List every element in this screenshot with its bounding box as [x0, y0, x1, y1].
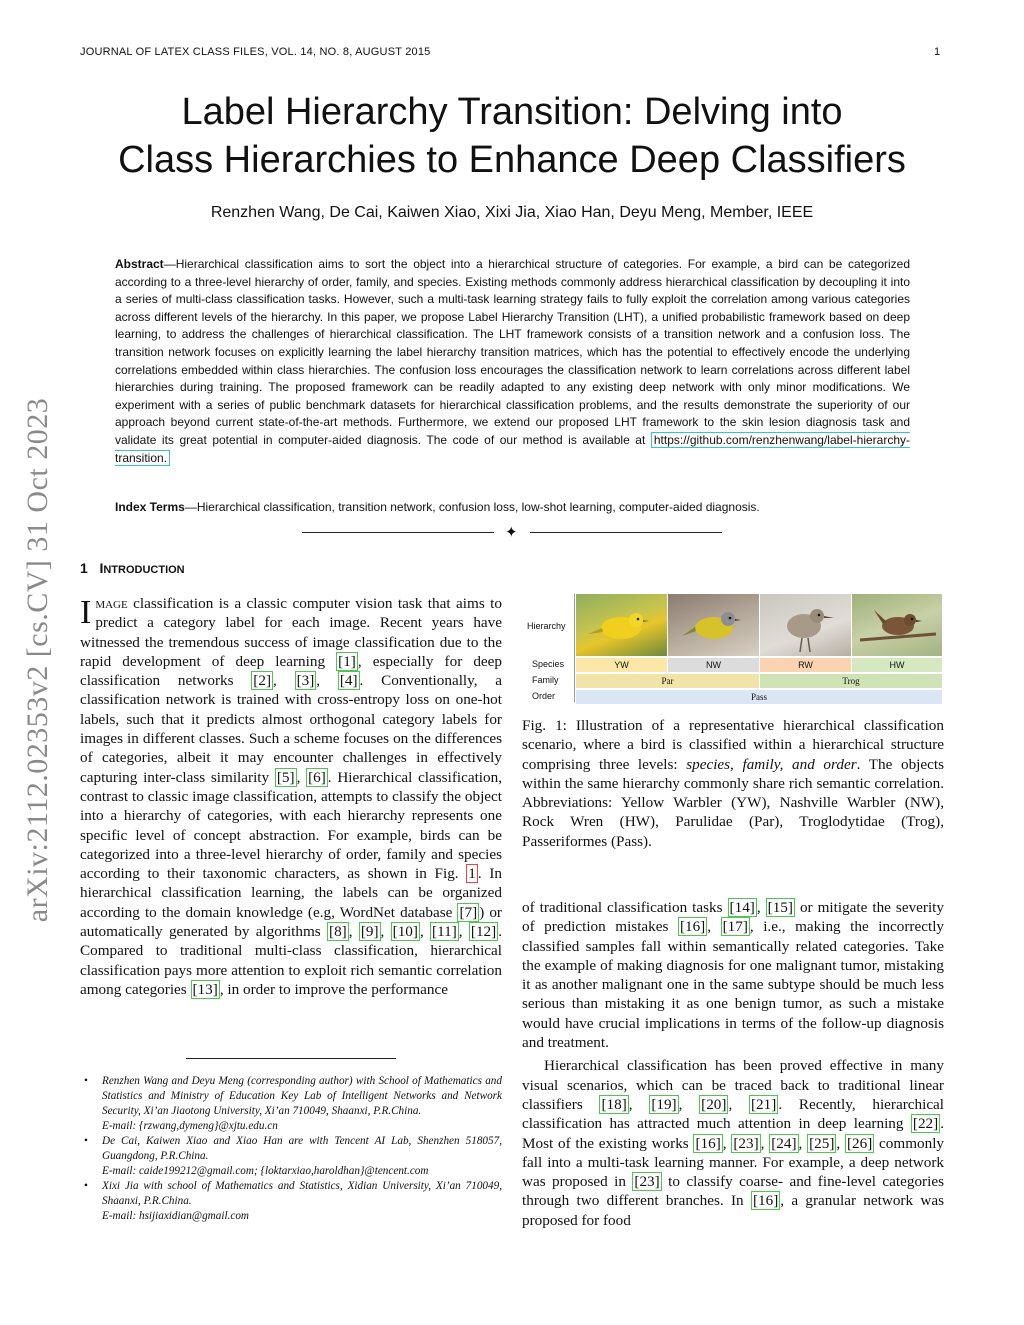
species-cell: RW — [760, 658, 851, 672]
citation[interactable]: [7] — [459, 903, 478, 921]
bird-icon — [852, 594, 942, 656]
citation[interactable]: [19] — [651, 1095, 677, 1113]
code-link[interactable]: https://github.com/renzhenwang/label-hierarchy-transition. — [115, 432, 910, 465]
figure-1 — [522, 594, 944, 706]
citation[interactable]: [3] — [296, 672, 315, 690]
citation[interactable]: [16] — [752, 1192, 779, 1210]
running-head: JOURNAL OF LATEX CLASS FILES, VOL. 14, NO. 8, AUGUST 2015 — [80, 46, 431, 58]
citation[interactable]: [13] — [192, 980, 218, 998]
citation[interactable]: [6] — [308, 768, 326, 786]
family-cell: Par — [576, 674, 759, 688]
bird-photo-nashville-warbler — [668, 594, 759, 656]
title-line-2: Class Hierarchies to Enhance Deep Classifiers — [118, 139, 906, 181]
paragraph-2: Hierarchical classification has been proved effective in many visual scenarios, which can be traced back to traditional linear classifiers [18] , [19] , [20] , [21] . Recently, hierarchical classification has attracted much attention in deep learning [22] . Most of the existing works [16] , [23] , [24] , [25] , [26] commonly fall into a multi-task learning manner. For example, a deep network was proposed in [23] to classify coarse- and fine-level categories through two different branches. In [16] , a granular network was proposed for food — [522, 1057, 945, 1229]
author-list: Renzhen Wang, De Cai, Kaiwen Xiao, Xixi Jia, Xiao Han, Deyu Meng, Member, IEEE — [210, 204, 814, 221]
figure-1-caption — [522, 716, 944, 851]
divider-right — [530, 532, 722, 533]
citation[interactable]: [9] — [360, 923, 379, 941]
footnote-2-email: E-mail: caide199212@gmail.com; {loktarxiao,haroldhan}@tencent.com — [102, 1165, 429, 1177]
family-cell: Trog — [760, 674, 942, 688]
citation[interactable]: [17] — [722, 918, 748, 936]
species-cell: NW — [668, 658, 759, 672]
order-cell: Pass — [576, 690, 942, 704]
row-label-order: Order — [532, 691, 556, 701]
citation[interactable]: [14] — [729, 899, 755, 916]
footnote-3-text: Xixi Jia with school of Mathematics and Statistics, Xidian University, Xi’an 710049, Shaanxi, P.R.China. — [102, 1180, 502, 1207]
arxiv-stamp — [21, 397, 54, 923]
index-terms-label: Index Terms — [115, 500, 185, 514]
section-heading — [80, 560, 185, 576]
footnote-3-email: E-mail: hsijiaxidian@gmail.com — [102, 1210, 250, 1222]
caption-text-b: . The objects within the same hierarchy commonly share rich semantic correlation. Abbreviations: Yellow Warbler (YW), Nashville Warbler (NW), Rock Wren (HW), Parulidae (Par), Troglodytidae (Trog), Passeriformes (Pass). — [522, 755, 945, 850]
row-label-family: Family — [532, 675, 559, 685]
figure-axis-line — [574, 594, 575, 702]
species-cell: YW — [576, 658, 667, 672]
intro-paragraph: Image classification is a classic computer vision task that aims to predict a category label for each image. Recent years have witnessed the tremendous success of image classification due to the rapid development of deep learning [1] , especially for deep classification networks [2] , [3] , [4] . Conventionally, a classification network is trained with cross-entropy loss on one-hot labels, such that it predicts almost orthogonal category labels for images in different classes. Such a scheme focuses on the differences of categories, albeit it may encounter challenges in effectively capturing inter-class similarity [5] , [6] . Hierarchical classification, contrast to classic image classification, attempts to classify the object into a hierarchy of categories, with each hierarchy represents one specific level of concept abstraction. For example, birds can be categorized into a three-level hierarchy of order, family and species according to their taxonomic characters, as shown in Fig. 1 . In hierarchical classification learning, the labels can be organized according to the domain knowledge (e.g, WordNet database [7] ) or automatically generated by algorithms [8] , [9] , [10] , [11] , [12] . Compared to traditional multi-class classification, hierarchical classification pays more attention to exploit rich semantic correlation among categories [13] , in order to improve the performance — [80, 594, 503, 998]
footnotes — [80, 1074, 502, 1224]
citation[interactable]: [12] — [470, 923, 497, 941]
caption-emphasis: species, family, and order — [686, 755, 857, 773]
bird-photo-house-wren — [852, 594, 942, 656]
citation[interactable]: [8] — [329, 923, 347, 941]
citation[interactable]: [18] — [601, 1095, 627, 1113]
section-initial: I — [99, 560, 104, 576]
footnote-3 — [80, 1179, 502, 1224]
index-terms — [115, 499, 910, 516]
footnote-1 — [80, 1074, 502, 1134]
diamond-ornament-icon: ✦ — [505, 525, 518, 541]
right-column-text — [522, 898, 944, 1230]
row-label-hierarchy: Hierarchy — [527, 621, 566, 631]
citation[interactable]: [11] — [432, 923, 457, 941]
bird-photo-rock-wren — [760, 594, 851, 656]
abstract-text: —Hierarchical classification aims to sort the object into a hierarchical structure of categories. For example, a bird can be categorized according to a three-level hierarchy of order, family, and species. Existing methods commonly address hierarchical classification by decoupling it into a series of multi-class classification tasks. However, such a multi-task learning strategy fails to fully exploit the correlation among various categories across different levels of the hierarchy. In this paper, we propose Label Hierarchy Transition (LHT), a unified probabilistic framework based on deep learning, to address the challenges of hierarchical classification. The LHT framework consists of a transition network and a confusion loss. The transition network focuses on explicitly learning the label hierarchy transition matrices, which has the potential to effectively encode the underlying correlations embedded within class hierarchies. The confusion loss encourages the classification network to learn correlations across different label hierarchies during training. The proposed framework can be readily adapted to any existing deep network with only minor modifications. We experiment with a series of public benchmark datasets for hierarchical classification problems, and the results demonstrate the superiority of our approach beyond current state-of-the-art methods. Furthermore, we extend our proposed LHT framework to the skin lesion diagnosis task and validate its great potential in computer-aided diagnosis. The code of our method is available at — [115, 257, 910, 447]
paper-title — [60, 88, 964, 184]
citation[interactable]: [22] — [912, 1115, 939, 1133]
caption-label: Fig. 1: — [522, 717, 567, 734]
arxiv-stamp-text: arXiv:2112.02353v2 [cs.CV] 31 Oct 2023 — [21, 397, 54, 923]
citation[interactable]: [25] — [809, 1134, 835, 1152]
footnote-2-text: De Cai, Kaiwen Xiao and Xiao Han are with Tencent AI Lab, Shenzhen 518057, Guangdong, P.R.China. — [102, 1135, 502, 1162]
divider-left — [302, 532, 494, 533]
bird-icon — [760, 594, 851, 656]
citation[interactable]: [10] — [392, 923, 418, 941]
section-title-rest: NTRODUCTION — [103, 564, 185, 576]
section-number: 1 — [80, 560, 88, 576]
footnote-1-text: Renzhen Wang and Deyu Meng (corresponding author) with School of Mathematics and Statistics and Ministry of Education Key Lab of Intelligent Networks and Network Security, Xi’an Jiaotong University, Xi’an 710049, Shaanxi, P.R.China. — [102, 1075, 502, 1117]
citation[interactable]: [23] — [634, 1173, 660, 1191]
bird-icon — [576, 594, 667, 656]
index-terms-text: —Hierarchical classification, transition network, confusion loss, low-shot learning, computer-aided diagnosis. — [184, 500, 760, 514]
citation[interactable]: [4] — [339, 672, 358, 690]
paragraph-continuation: of traditional classification tasks [14] , [15] or mitigate the severity of prediction mistakes [16] , [17] , i.e., making the incorrectly classified samples fall within semantically related categories. Take the example of making diagnosis for one malignant tumor, mistaking it as another malignant one in the same subtype should be much less serious than mistaking it as one benign tumor, as such a mistake would have crucial implications in terms of the follow-up diagnosis and treatment. — [522, 899, 945, 1052]
citation[interactable]: [16] — [695, 1134, 721, 1152]
citation[interactable]: [23] — [733, 1134, 759, 1152]
title-line-1: Label Hierarchy Transition: Delving into — [181, 91, 843, 133]
citation[interactable]: [16] — [679, 918, 706, 936]
citation[interactable]: [26] — [846, 1134, 873, 1152]
citation[interactable]: [5] — [276, 768, 295, 786]
footnote-1-email: E-mail: {rzwang,dymeng}@xjtu.edu.cn — [102, 1120, 278, 1132]
caption-text-a: Illustration of a representative hierarchical classification scenario, where a bird is classified within a hierarchical structure comprising three levels: — [522, 717, 944, 773]
species-cell: HW — [852, 658, 942, 672]
citation[interactable]: [1] — [338, 652, 356, 670]
footnote-rule — [186, 1058, 396, 1059]
abstract — [115, 256, 910, 467]
citation[interactable]: [24] — [771, 1134, 797, 1152]
citation[interactable]: [2] — [253, 672, 272, 690]
figure-ref[interactable]: 1 — [468, 865, 476, 883]
bird-photo-yellow-warbler — [576, 594, 667, 656]
bird-icon — [668, 594, 759, 656]
citation[interactable]: [20] — [701, 1095, 727, 1113]
row-label-species: Species — [532, 659, 565, 669]
footnote-2 — [80, 1134, 502, 1179]
page-number: 1 — [934, 46, 941, 58]
citation[interactable]: [21] — [751, 1095, 777, 1113]
abstract-label: Abstract — [115, 257, 164, 271]
citation[interactable]: [15] — [767, 899, 793, 916]
drop-cap: I — [80, 594, 92, 631]
